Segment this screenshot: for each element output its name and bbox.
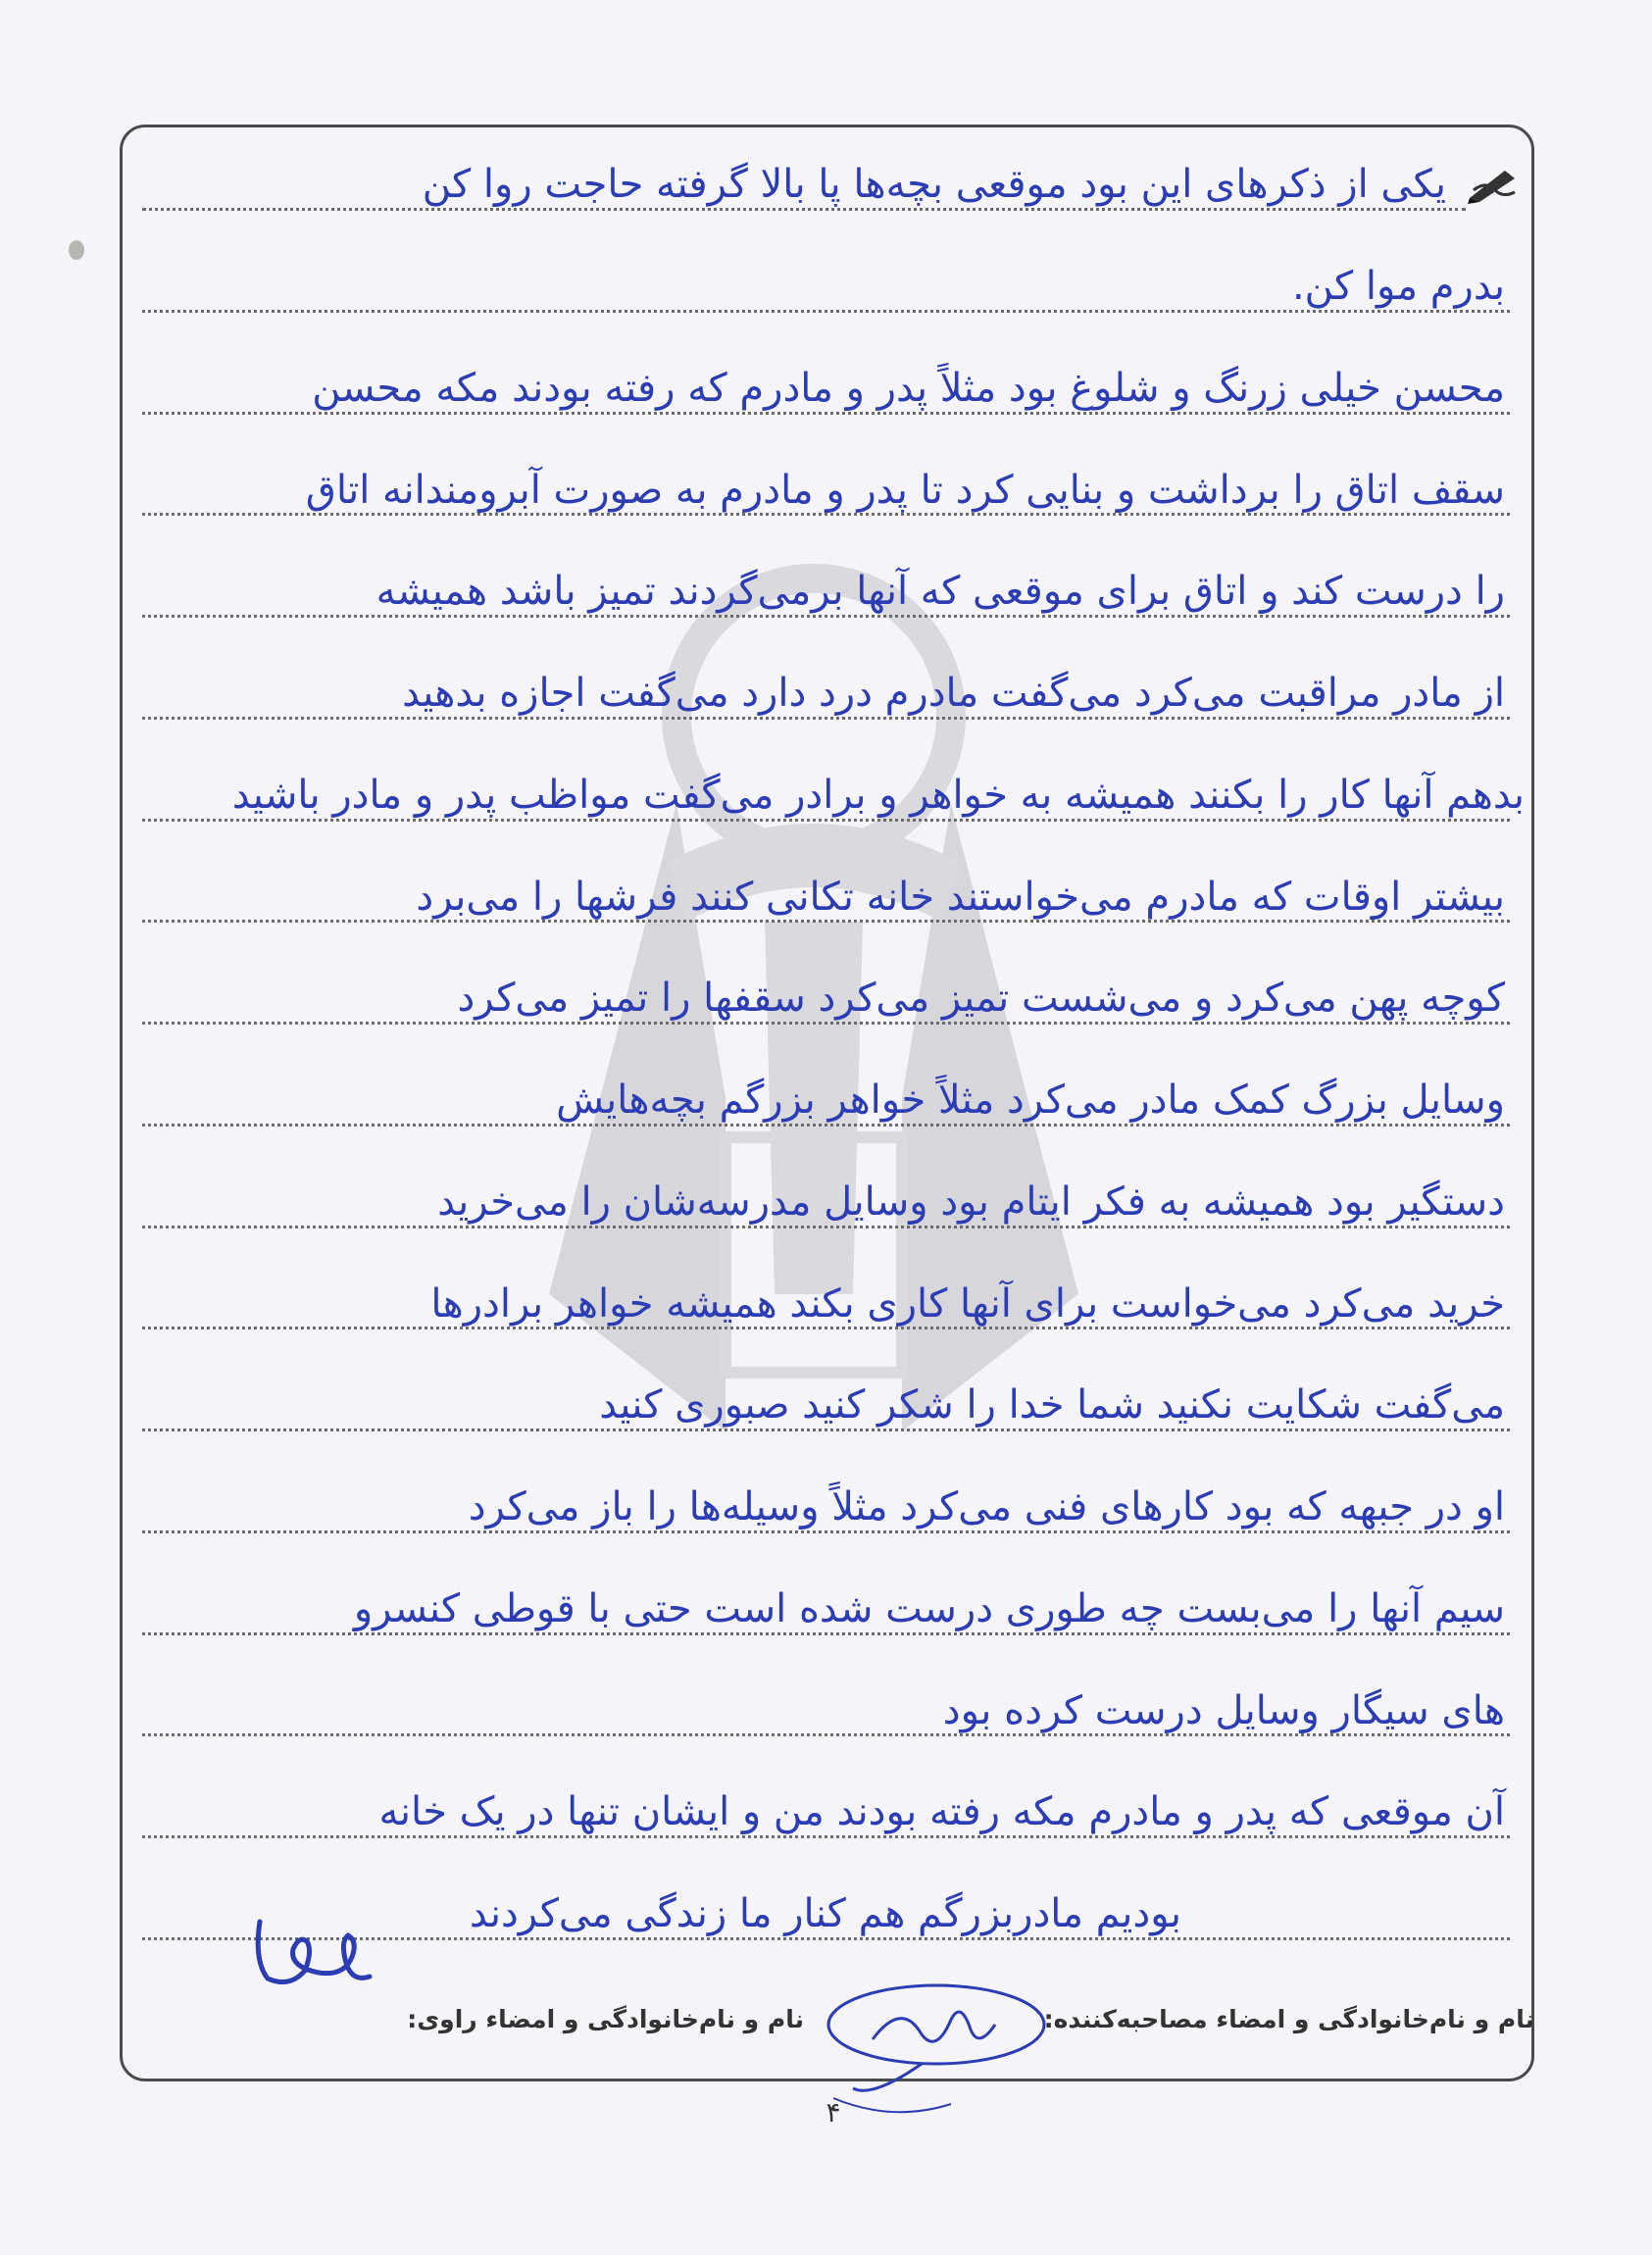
- interviewer-signature: [814, 1980, 1069, 2128]
- ruled-line: [142, 920, 1510, 923]
- ruled-line: [142, 412, 1510, 415]
- ruled-line: [142, 1428, 1510, 1431]
- narrator-signature-label: نام و نام‌خانوادگی و امضاء راوی:: [407, 2005, 804, 2033]
- pen-writing-icon: [1466, 165, 1519, 204]
- ruled-line: [142, 615, 1510, 618]
- ruled-line: [142, 819, 1510, 822]
- ruled-line: [142, 1733, 1510, 1736]
- ruled-line: [142, 1835, 1510, 1838]
- paper-stain: [69, 240, 84, 260]
- handwritten-line: محسن خیلی زرنگ و شلوغ بود مثلاً پدر و مادرم که رفته بودند مکه محسن: [312, 366, 1505, 411]
- handwritten-line: از مادر مراقبت می‌کرد می‌گفت مادرم درد دارد می‌گفت اجازه بدهید: [402, 671, 1505, 716]
- ruled-line: [142, 1022, 1510, 1025]
- ruled-line: [142, 513, 1510, 516]
- handwritten-line: او در جبهه که بود کارهای فنی می‌کرد مثلاً وسیله‌ها را باز می‌کرد: [468, 1484, 1505, 1529]
- ruled-line: [142, 1226, 1510, 1228]
- handwritten-line: کوچه پهن می‌کرد و می‌شست تمیز می‌کرد سقفها را تمیز می‌کرد: [457, 976, 1505, 1021]
- ruled-line: [142, 310, 1510, 313]
- handwritten-line: سیم آنها را می‌بست چه طوری درست شده است حتی با قوطی کنسرو: [353, 1586, 1505, 1631]
- handwritten-line: می‌گفت شکایت نکنید شما خدا را شکر کنید صبوری کنید: [599, 1382, 1505, 1428]
- ruled-line: [142, 208, 1466, 211]
- narrator-signature: [250, 1902, 377, 1990]
- handwritten-line: های سیگار وسایل درست کرده بود: [942, 1688, 1505, 1733]
- handwritten-line: دستگیر بود همیشه به فکر ایتام بود وسایل مدرسه‌شان را می‌خرید: [437, 1179, 1505, 1225]
- ruled-line: [142, 1124, 1510, 1127]
- page-number: ۴: [826, 2096, 841, 2129]
- ruled-line: [142, 1632, 1510, 1635]
- handwritten-line: بیشتر اوقات که مادرم می‌خواستند خانه تکانی کنند فرشها را می‌برد: [416, 875, 1505, 920]
- handwritten-line: سقف اتاق را برداشت و بنایی کرد تا پدر و مادرم به صورت آبرومندانه اتاق: [305, 468, 1505, 513]
- ruled-line: [142, 717, 1510, 720]
- handwritten-line: بدرم موا کن.: [1291, 264, 1505, 309]
- handwritten-line: آن موقعی که پدر و مادرم مکه رفته بودند من و ایشان تنها در یک خانه: [378, 1789, 1505, 1834]
- handwritten-line: بودیم مادربزرگم هم کنار ما زندگی می‌کردند: [469, 1891, 1181, 1936]
- handwritten-line: خرید می‌کرد می‌خواست برای آنها کاری بکند همیشه خواهر برادرها: [430, 1281, 1505, 1327]
- handwritten-line: یکی از ذکرهای این بود موقعی بچه‌ها پا بالا گرفته حاجت روا کن: [422, 162, 1446, 207]
- handwritten-line: بدهم آنها کار را بکنند همیشه به خواهر و برادر می‌گفت مواظب پدر و مادر باشید: [231, 773, 1525, 818]
- ruled-line: [142, 1327, 1510, 1329]
- interviewer-signature-label: نام و نام‌خانوادگی و امضاء مصاحبه‌کننده:: [1043, 2005, 1534, 2033]
- handwritten-line: وسایل بزرگ کمک مادر می‌کرد مثلاً خواهر بزرگم بچه‌هایش: [556, 1077, 1505, 1123]
- ruled-line: [142, 1530, 1510, 1533]
- handwritten-line: را درست کند و اتاق برای موقعی که آنها برمی‌گردند تمیز باشد همیشه: [375, 569, 1505, 614]
